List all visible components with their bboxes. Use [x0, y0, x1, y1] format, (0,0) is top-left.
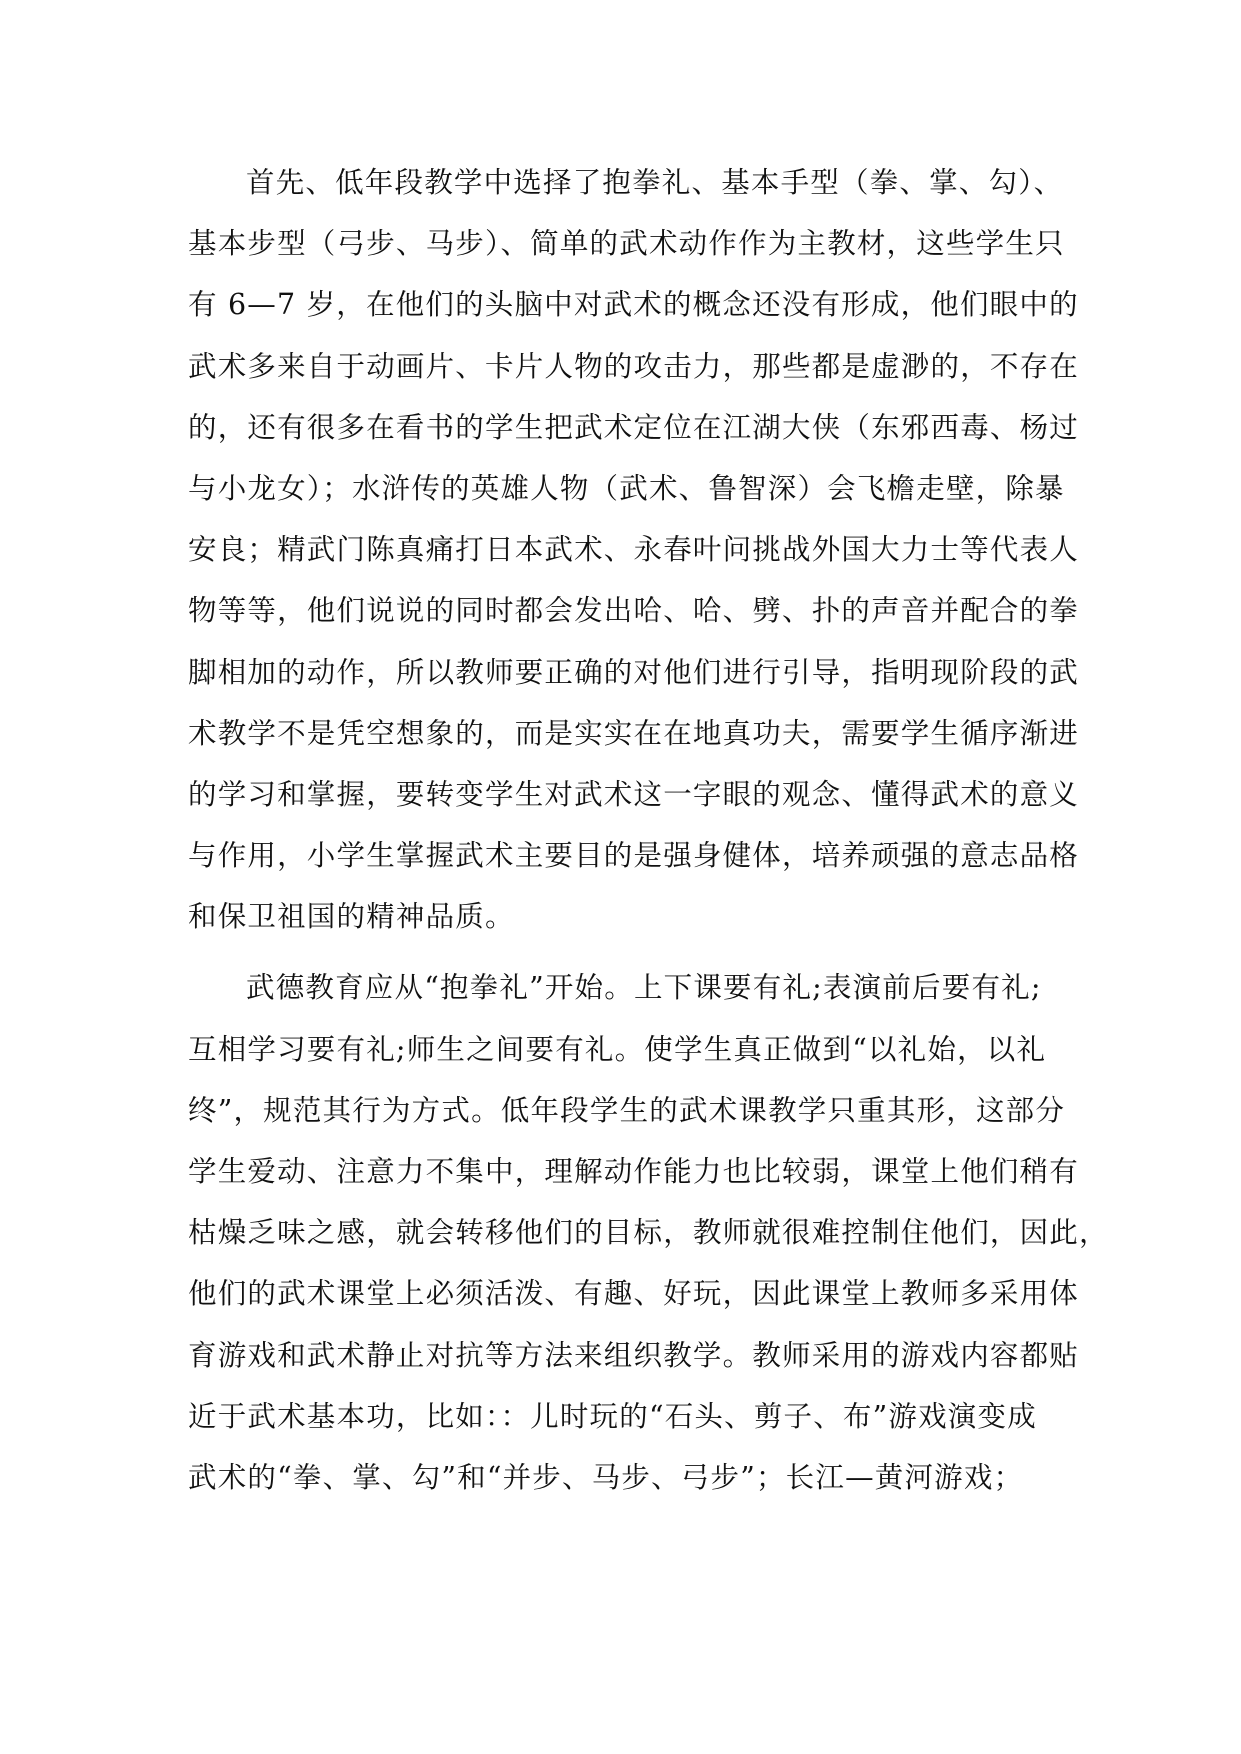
text-line: 枯燥乏味之感，就会转移他们的目标，教师就很难控制住他们，因此， — [188, 1216, 1109, 1250]
text-line: 学生爱动、注意力不集中，理解动作能力也比较弱，课堂上他们稍有 — [188, 1155, 1080, 1188]
document-body — [188, 152, 1109, 1508]
text-line: 的学习和掌握，要转变学生对武术这一字眼的观念、懂得武术的意义 — [188, 777, 1080, 811]
paragraph-1 — [188, 152, 1080, 947]
text-line: 武术的“拳、掌、勾”和“并步、马步、弓步”；长江—黄河游戏； — [188, 1460, 1024, 1494]
text-line: 有 6—7 岁，在他们的头脑中对武术的概念还没有形成，他们眼中的 — [188, 288, 1079, 322]
text-line: 武德教育应从“抱拳礼”开始。上下课要有礼;表演前后要有礼; — [246, 971, 1042, 1005]
text-line: 首先、低年段教学中选择了抱拳礼、基本手型（拳、掌、勾）、 — [246, 166, 1064, 199]
text-line: 武术多来自于动画片、卡片人物的攻击力，那些都是虚渺的，不存在 — [188, 349, 1080, 383]
text-line: 基本步型（弓步、马步）、简单的武术动作作为主教材，这些学生只 — [188, 227, 1065, 261]
text-line: 术教学不是凭空想象的，而是实实在在地真功夫，需要学生循序渐进 — [188, 716, 1080, 750]
text-line: 的，还有很多在看书的学生把武术定位在江湖大侠（东邪西毒、杨过 — [188, 410, 1080, 444]
text-line: 终”，规范其行为方式。低年段学生的武术课教学只重其形，这部分 — [188, 1093, 1066, 1127]
text-line: 安良；精武门陈真痛打日本武术、永春叶问挑战外国大力士等代表人 — [188, 533, 1080, 567]
paragraph-2 — [188, 957, 1109, 1508]
text-line: 他们的武术课堂上必须活泼、有趣、好玩，因此课堂上教师多采用体 — [188, 1277, 1080, 1311]
text-line: 近于武术基本功，比如：：儿时玩的“石头、剪子、布”游戏演变成 — [188, 1399, 1037, 1433]
text-line: 与作用，小学生掌握武术主要目的是强身健体，培养顽强的意志品格 — [188, 839, 1080, 873]
text-line: 物等等，他们说说的同时都会发出哈、哈、劈、扑的声音并配合的拳 — [188, 594, 1080, 628]
text-line: 和保卫祖国的精神品质。 — [188, 900, 515, 934]
text-line: 互相学习要有礼;师生之间要有礼。使学生真正做到“以礼始，以礼 — [188, 1032, 1047, 1066]
text-line: 脚相加的动作，所以教师要正确的对他们进行引导，指明现阶段的武 — [188, 655, 1080, 689]
text-line: 与小龙女）；水浒传的英雄人物（武术、鲁智深）会飞檐走壁，除暴 — [188, 471, 1065, 505]
text-line: 育游戏和武术静止对抗等方法来组织教学。教师采用的游戏内容都贴 — [188, 1338, 1080, 1372]
paragraph-spacer — [188, 947, 1058, 957]
